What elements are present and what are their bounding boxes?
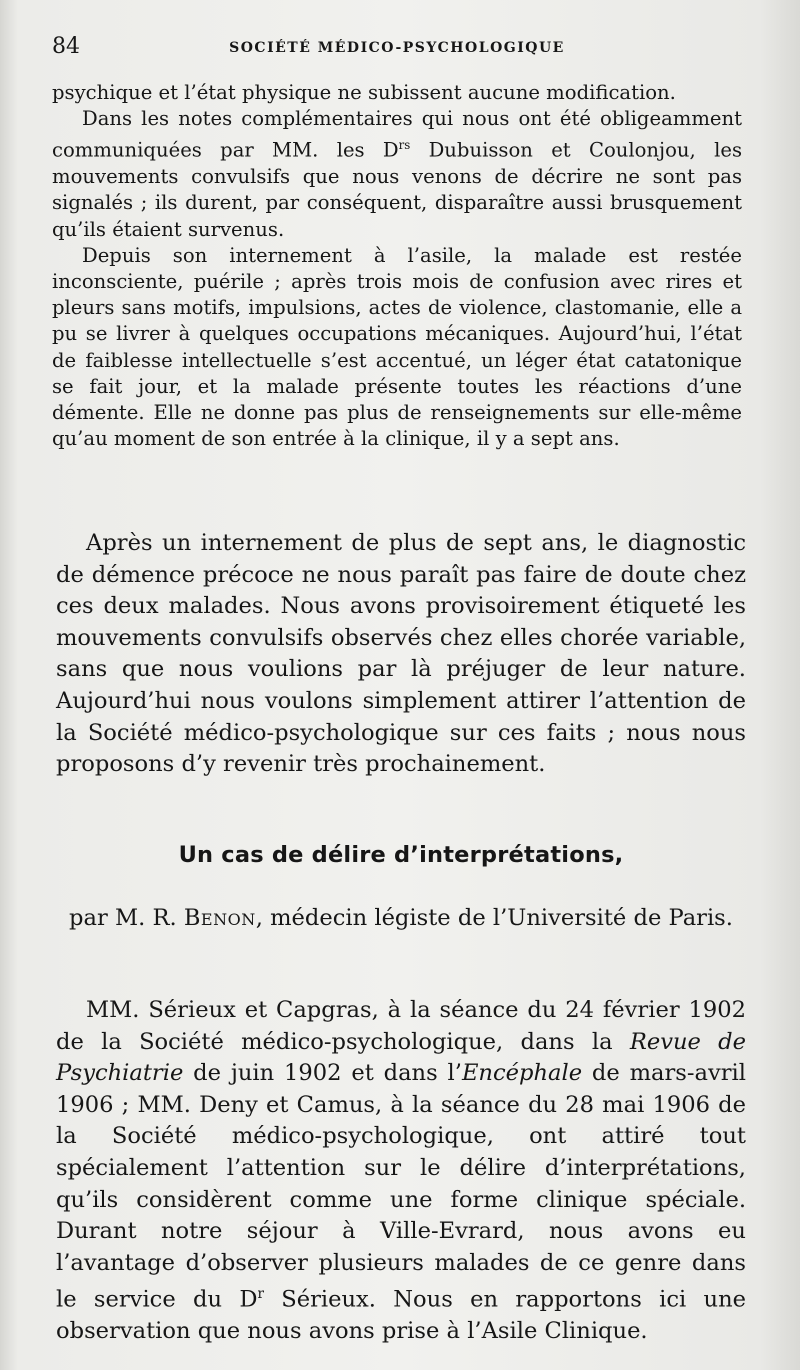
paragraph-continuation: psychique et l’état physique ne subissent aucune modification. bbox=[52, 81, 676, 104]
byline-suffix: , médecin légiste de l’Université de Paris. bbox=[255, 905, 733, 931]
paragraph-notes-text-1: Dans les notes complémentaires qui nous ont été obligeamment communiquées par MM. les D bbox=[52, 107, 742, 162]
journal-revue-de-psychiatrie: Revue de Psychiatrie bbox=[56, 1028, 746, 1087]
doctor-superscript: r bbox=[257, 1286, 264, 1303]
author-byline bbox=[56, 902, 746, 934]
paragraph-conclusion: Après un internement de plus de sept ans, le diagnostic de démence précoce ne nous paraît pas faire de doute chez ces deux malades. Nous avons provisoirement étiqueté les mouvements convulsifs observés chez elles chorée variable, sans que nous voulions par là préjuger de leur nature. Aujourd’hui nous voulons simplement attirer l’attention de la Société médico-psychologique sur ces faits ; nous nous proposons d’y revenir très prochainement. bbox=[56, 530, 746, 778]
article-intro-block bbox=[56, 995, 746, 1348]
page-header bbox=[52, 34, 742, 64]
section-title: Un cas de délire d’interprétations, bbox=[178, 842, 624, 868]
paragraph-internment: Depuis son internement à l’asile, la malade est restée inconsciente, puérile ; après trois mois de confusion avec rires et pleurs sans motifs, impulsions, actes de violence, clastomanie, elle a pu se livrer à quelques occupations mécaniques. Aujourd’hui, l’état de faiblesse intellectuelle s’est accentué, un léger état catatonique se fait jour, et la malade présente toutes les réactions d’une démente. Elle ne donne pas plus de renseignements sur elle-même qu’au moment de son entrée à la clinique, il y a sept ans. bbox=[52, 243, 742, 451]
page-number: 84 bbox=[52, 34, 80, 59]
small-text-block bbox=[52, 80, 742, 452]
byline-prefix: par M. R. bbox=[69, 905, 184, 931]
intro-text-3: de mars-avril 1906 ; MM. Deny et Camus, à la séance du 28 mai 1906 de la Société médico-psychologique, ont attiré tout spécialement l’attention sur le délire d’interprétations, qu’ils considèrent comme une forme clinique spéciale. Durant notre séjour à Ville-Evrard, nous avons eu l’avantage d’observer plusieurs malades de ce genre dans le service du D bbox=[56, 1060, 746, 1313]
intro-text-2: de juin 1902 et dans l’ bbox=[183, 1060, 462, 1087]
intro-text-1: MM. Sérieux et Capgras, à la séance du 24 février 1902 de la Société médico-psychologique, dans la bbox=[56, 997, 746, 1055]
paragraph-notes bbox=[52, 106, 742, 243]
conclusion-block bbox=[56, 528, 746, 781]
doctors-superscript: rs bbox=[398, 138, 411, 153]
author-name: Benon bbox=[183, 905, 256, 931]
journal-encephale: Encéphale bbox=[461, 1060, 583, 1087]
intro-text-4: Sérieux. Nous en rapportons ici une observation que nous avons prise à l’Asile Clinique. bbox=[56, 1286, 746, 1345]
paragraph-article-intro bbox=[56, 995, 746, 1348]
paragraph-notes-text-2: Dubuisson et Coulonjou, les mouvements convulsifs que nous venons de décrire ne sont pas signalés ; ils durent, par conséquent, disparaître aussi brusquement qu’ils étaient survenus. bbox=[52, 138, 742, 241]
running-title: SOCIÉTÉ MÉDICO-PSYCHOLOGIQUE bbox=[229, 40, 565, 56]
